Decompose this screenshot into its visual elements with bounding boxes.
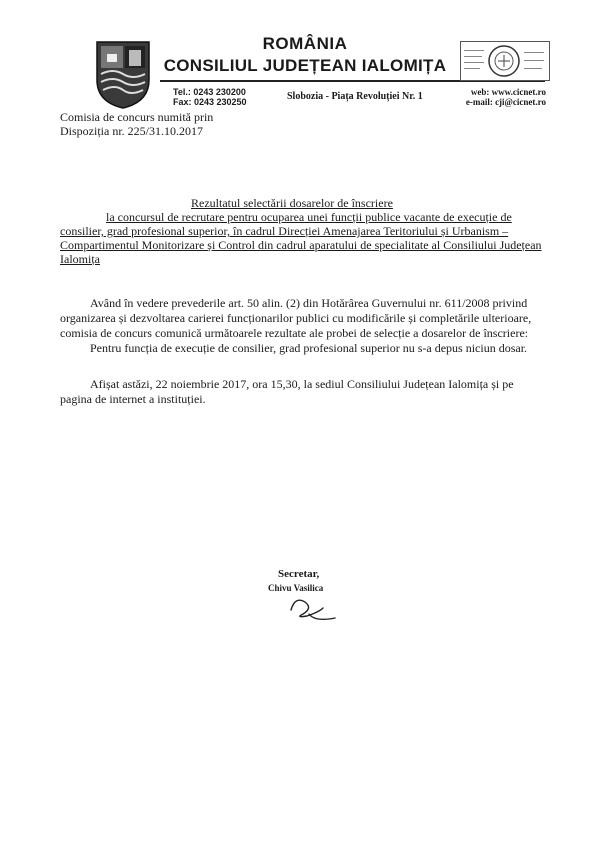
title-line-5: Ialomița xyxy=(60,252,100,266)
body-line-4: Pentru funcția de execuție de consilier, grad profesional superior nu s-a depus niciun dosar. xyxy=(90,341,528,355)
signature-name: Chivu Vasilica xyxy=(268,583,324,593)
title-line-1: Rezultatul selectării dosarelor de înscriere xyxy=(191,196,393,210)
certification-logo xyxy=(460,41,550,81)
title-line-4: Compartimentul Monitorizare și Control din cadrul aparatului de specialitate al Consiliului Județean xyxy=(60,238,542,252)
body-line-1: Având în vedere prevederile art. 50 alin. (2) din Hotărârea Guvernului nr. 611/2008 privind xyxy=(90,296,528,310)
certification-seal-icon xyxy=(487,44,521,78)
council-title: CONSILIUL JUDEȚEAN IALOMIȚA xyxy=(163,56,447,75)
coat-of-arms-icon xyxy=(93,38,153,110)
title-line-2: la concursul de recrutare pentru ocuparea unei funcții publice vacante de execuție de xyxy=(106,210,512,224)
phone-number: Tel.: 0243 230200 xyxy=(173,87,246,97)
handwritten-signature xyxy=(285,588,345,624)
website: web: www.cicnet.ro xyxy=(470,87,546,97)
fax-number: Fax: 0243 230250 xyxy=(173,97,247,107)
body-line-5: Afișat astăzi, 22 noiembrie 2017, ora 15,30, la sediul Consiliului Județean Ialomița și pe xyxy=(90,377,514,391)
title-line-3: consilier, grad profesional superior, în cadrul Direcției Amenajarea Teritoriului și Urbanism – xyxy=(60,224,509,238)
email-address: e-mail: cji@cicnet.ro xyxy=(465,97,546,107)
body-line-6: pagina de internet a instituției. xyxy=(60,392,206,406)
commission-line-1: Comisia de concurs numită prin xyxy=(60,110,214,124)
body-line-3: comisia de concurs comunică următoarele rezultate ale probei de selecție a dosarelor de înscriere: xyxy=(60,326,529,340)
country-title: ROMÂNIA xyxy=(262,34,348,53)
postal-address: Slobozia - Piața Revoluției Nr. 1 xyxy=(287,91,423,102)
body-line-2: organizarea și dezvoltarea carierei funcționarilor publici cu modificările și completările ulterioare, xyxy=(60,311,532,325)
signature-title: Secretar, xyxy=(278,568,320,580)
commission-line-2: Dispoziția nr. 225/31.10.2017 xyxy=(60,124,203,138)
